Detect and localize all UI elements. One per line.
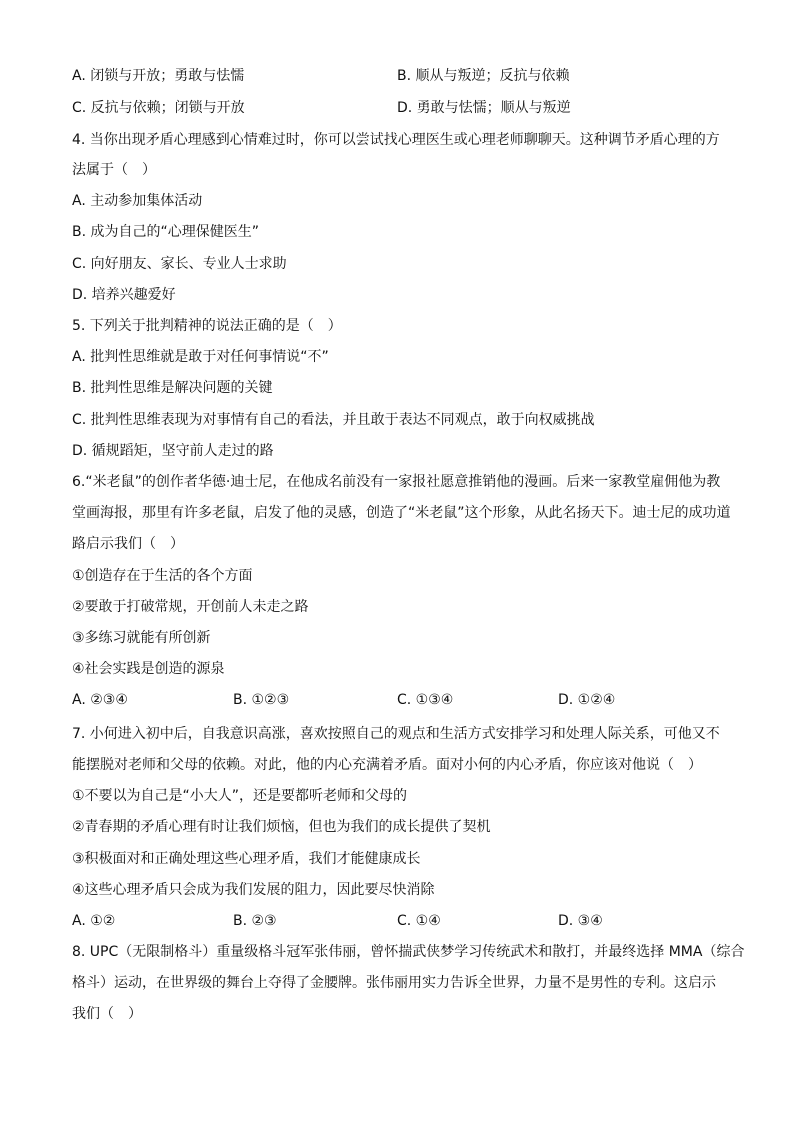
q4-stem-line1: 4. 当你出现矛盾心理感到心情难过时，你可以尝试找心理医生或心理老师聊聊天。这种调节矛盾心理的方 (72, 132, 720, 148)
q7-option-b: B. ②③ (233, 913, 277, 929)
q3-option-b: B. 顺从与叛逆；反抗与依赖 (397, 68, 570, 84)
q5-option-b: B. 批判性思维是解决问题的关键 (72, 380, 273, 396)
q6-stem-line1: 6.“米老鼠”的创作者华德·迪士尼，在他成名前没有一家报社愿意推销他的漫画。后来一家教堂雇佣他为教 (72, 474, 721, 490)
q5-option-a: A. 批判性思维就是敢于对任何事情说“不” (72, 349, 329, 365)
q7-option-c: C. ①④ (397, 913, 441, 929)
q7-statement-4: ④这些心理矛盾只会成为我们发展的阻力，因此要尽快消除 (72, 882, 435, 898)
q6-stem-line2: 堂画海报，那里有许多老鼠，启发了他的灵感，创造了“米老鼠”这个形象，从此名扬天下。迪士尼的成功道 (72, 505, 731, 521)
q6-option-c: C. ①③④ (397, 692, 454, 708)
q4-option-b: B. 成为自己的“心理保健医生” (72, 224, 260, 240)
q5-option-c: C. 批判性思维表现为对事情有自己的看法，并且敢于表达不同观点，敢于向权威挑战 (72, 412, 595, 428)
q8-stem-line1: 8. UPC（无限制格斗）重量级格斗冠军张伟丽，曾怀揣武侠梦学习传统武术和散打，并最终选择 MMA（综合 (72, 944, 745, 960)
q7-statement-1: ①不要以为自己是“小大人”，还是要都听老师和父母的 (72, 788, 408, 804)
q6-option-a: A. ②③④ (72, 692, 128, 708)
q5-option-d: D. 循规蹈矩，坚守前人走过的路 (72, 443, 274, 459)
q3-option-d: D. 勇敢与怯懦；顺从与叛逆 (397, 100, 571, 116)
q4-option-a: A. 主动参加集体活动 (72, 193, 203, 209)
q6-statement-2: ②要敢于打破常规，开创前人未走之路 (72, 599, 309, 615)
q4-option-d: D. 培养兴趣爱好 (72, 287, 176, 303)
q3-option-c: C. 反抗与依赖；闭锁与开放 (72, 100, 245, 116)
q4-option-c: C. 向好朋友、家长、专业人士求助 (72, 256, 287, 272)
q6-statement-4: ④社会实践是创造的源泉 (72, 661, 225, 677)
q6-statement-3: ③多练习就能有所创新 (72, 630, 211, 646)
q8-stem-line2: 格斗）运动，在世界级的舞台上夺得了金腰牌。张伟丽用实力告诉全世界，力量不是男性的专利。这启示 (72, 975, 716, 991)
q3-option-a: A. 闭锁与开放；勇敢与怯懦 (72, 68, 245, 84)
q7-option-a: A. ①② (72, 913, 116, 929)
q7-option-d: D. ③④ (558, 913, 603, 929)
q6-statement-1: ①创造存在于生活的各个方面 (72, 568, 253, 584)
q7-stem-line1: 7. 小何进入初中后，自我意识高涨，喜欢按照自己的观点和生活方式安排学习和处理人际关系，可他又不 (72, 726, 720, 742)
q7-statement-2: ②青春期的矛盾心理有时让我们烦恼，但也为我们的成长提供了契机 (72, 819, 491, 835)
q6-option-b: B. ①②③ (233, 692, 290, 708)
q7-stem-line2: 能摆脱对老师和父母的依赖。对此，他的内心充满着矛盾。面对小何的内心矛盾，你应该对他说（ ） (72, 757, 702, 773)
q4-stem-line2: 法属于（ ） (72, 162, 156, 178)
q7-statement-3: ③积极面对和正确处理这些心理矛盾，我们才能健康成长 (72, 851, 421, 867)
q8-stem-line3: 我们（ ） (72, 1006, 142, 1022)
q6-stem-line3: 路启示我们（ ） (72, 536, 184, 552)
q6-option-d: D. ①②④ (558, 692, 616, 708)
q5-stem: 5. 下列关于批判精神的说法正确的是（ ） (72, 318, 342, 334)
